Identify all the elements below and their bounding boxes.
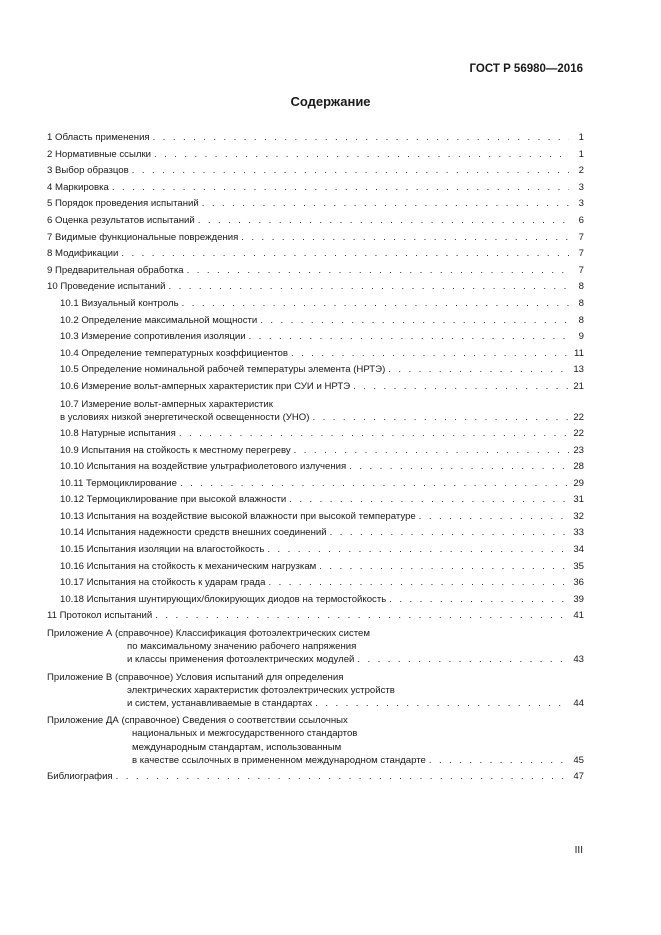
toc-page-number: 34 <box>573 544 584 556</box>
table-of-contents <box>47 130 584 786</box>
toc-page-number: 22 <box>573 427 584 439</box>
toc-page-number: 22 <box>573 411 584 423</box>
toc-entry-text-line: Приложение ДА (справочное) Сведения о соответствии ссылочных <box>47 715 348 727</box>
toc-page-number: 41 <box>573 610 584 622</box>
toc-entry-10-3[interactable] <box>47 329 584 346</box>
toc-page-number: 31 <box>573 494 584 506</box>
toc-page-number: 47 <box>573 771 584 783</box>
toc-entry-10-1[interactable] <box>47 296 584 313</box>
toc-entry-10-7[interactable] <box>47 396 584 426</box>
toc-entry-text: 10.16 Испытания на стойкость к механическим нагрузкам <box>60 560 317 572</box>
toc-entry-10-18[interactable] <box>47 592 584 609</box>
toc-bibliography[interactable] <box>47 769 584 786</box>
toc-page-number: 7 <box>578 248 584 260</box>
toc-entry-10-17[interactable] <box>47 575 584 592</box>
toc-entry-11[interactable] <box>47 608 584 625</box>
toc-entry-text: Библиография <box>47 771 113 783</box>
toc-page-number: 7 <box>578 264 584 276</box>
toc-entry-text: 10.9 Испытания на стойкость к местному перегреву <box>60 444 291 456</box>
toc-page-number: 3 <box>578 181 584 193</box>
toc-entry-text: 2 Нормативные ссылки <box>47 148 152 160</box>
toc-entry-10-11[interactable] <box>47 476 584 493</box>
toc-page-number: 1 <box>578 132 584 143</box>
toc-entry-10-15[interactable] <box>47 542 584 559</box>
toc-appendix-b[interactable] <box>47 669 584 713</box>
toc-appendix-da[interactable] <box>47 712 584 769</box>
toc-entry-text: 10.11 Термоциклирование <box>60 477 177 489</box>
toc-entry-10-12[interactable] <box>47 492 584 509</box>
page-number: III <box>574 845 583 856</box>
toc-page-number: 1 <box>578 148 584 160</box>
toc-entry-text: в качестве ссылочных в примененном международном стандарте <box>132 754 426 766</box>
toc-entry-text-line: по максимальному значению рабочего напряжения <box>127 641 357 653</box>
toc-page-number: 28 <box>573 461 584 473</box>
toc-entry-4[interactable] <box>47 180 584 197</box>
toc-appendix-a[interactable] <box>47 625 584 669</box>
toc-entry-10-16[interactable] <box>47 559 584 576</box>
toc-entry-9[interactable] <box>47 263 584 280</box>
toc-entry-text-line: Приложение А (справочное) Классификация фотоэлектрических систем <box>47 628 370 640</box>
toc-page-number: 2 <box>578 165 584 177</box>
toc-entry-text-line: национальных и межгосударственного стандартов <box>132 728 358 740</box>
toc-entry-text: 5 Порядок проведения испытаний <box>47 198 199 210</box>
toc-entry-6[interactable] <box>47 213 584 230</box>
toc-entry-10-6[interactable] <box>47 379 584 396</box>
toc-entry-10-8[interactable] <box>47 426 584 443</box>
toc-entry-text: 10.8 Натурные испытания <box>60 427 176 439</box>
toc-page-number: 7 <box>578 231 584 243</box>
toc-page-number: 8 <box>578 281 584 293</box>
toc-entry-text: 10.12 Термоциклирование при высокой влажности <box>60 494 287 506</box>
toc-entry-text: 1 Область применения <box>47 132 150 143</box>
toc-entry-text: 10.2 Определение максимальной мощности <box>60 314 258 326</box>
toc-entry-text: 9 Предварительная обработка <box>47 264 184 276</box>
toc-entry-text: 10 Проведение испытаний <box>47 281 166 293</box>
toc-entry-text: 7 Видимые функциональные повреждения <box>47 231 239 243</box>
toc-entry-10-4[interactable] <box>47 346 584 363</box>
toc-entry-10-14[interactable] <box>47 525 584 542</box>
toc-entry-10-9[interactable] <box>47 443 584 460</box>
toc-entry-10[interactable] <box>47 279 584 296</box>
toc-page-number: 21 <box>573 380 584 392</box>
toc-page-number: 23 <box>573 444 584 456</box>
toc-entry-text: 10.14 Испытания надежности средств внешних соединений <box>60 527 327 539</box>
toc-entry-text: 10.18 Испытания шунтирующих/блокирующих диодов на термостойкость <box>60 593 387 605</box>
toc-page-number: 44 <box>573 698 584 710</box>
toc-entry-text: 6 Оценка результатов испытаний <box>47 214 195 226</box>
toc-entry-text: 4 Маркировка <box>47 181 109 193</box>
toc-entry-text: 10.6 Измерение вольт-амперных характеристик при СУИ и НРТЭ <box>60 380 351 392</box>
toc-page-number: 6 <box>578 214 584 226</box>
toc-entry-10-2[interactable] <box>47 313 584 330</box>
toc-entry-10-5[interactable] <box>47 362 584 379</box>
toc-entry-text-line: Приложение В (справочное) Условия испытаний для определения <box>47 671 344 683</box>
toc-page-number: 35 <box>573 560 584 572</box>
document-number: ГОСТ Р 56980—2016 <box>469 63 583 75</box>
toc-page-number: 45 <box>573 754 584 766</box>
toc-entry-text: и систем, устанавливаемые в стандартах <box>127 698 313 710</box>
toc-entry-8[interactable] <box>47 246 584 263</box>
toc-entry-text: 10.3 Измерение сопротивления изоляции <box>60 331 246 343</box>
toc-page-number: 29 <box>573 477 584 489</box>
toc-entry-text: в условиях низкой энергетической освещенности (УНО) <box>60 411 310 423</box>
toc-page-number: 13 <box>573 364 584 376</box>
toc-page-number: 33 <box>573 527 584 539</box>
toc-entry-text: 10.4 Определение температурных коэффициентов <box>60 347 288 359</box>
toc-page-number: 3 <box>578 198 584 210</box>
toc-page-number: 9 <box>578 331 584 343</box>
toc-entry-text-line: международным стандартам, использованным <box>132 741 342 753</box>
toc-entry-text-line: электрических характеристик фотоэлектрических устройств <box>127 684 395 696</box>
toc-page-number: 8 <box>578 297 584 309</box>
toc-page-number: 8 <box>578 314 584 326</box>
toc-entry-text: и классы применения фотоэлектрических модулей <box>127 654 355 666</box>
toc-entry-text: 8 Модификации <box>47 248 119 260</box>
toc-entry-text: 10.13 Испытания на воздействие высокой влажности при высокой температуре <box>60 510 416 522</box>
toc-entry-10-13[interactable] <box>47 509 584 526</box>
toc-entry-text: 3 Выбор образцов <box>47 165 129 177</box>
toc-entry-text: 10.15 Испытания изоляции на влагостойкость <box>60 544 265 556</box>
toc-entry-5[interactable] <box>47 196 584 213</box>
toc-entry-text: 10.10 Испытания на воздействие ультрафиолетового излучения <box>60 461 347 473</box>
toc-page-number: 39 <box>573 593 584 605</box>
toc-page-number: 43 <box>573 654 584 666</box>
toc-entry-text: 10.17 Испытания на стойкость к ударам града <box>60 577 266 589</box>
toc-page-number: 36 <box>573 577 584 589</box>
toc-page-number: 32 <box>573 510 584 522</box>
toc-entry-text: 10.5 Определение номинальной рабочей температуры элемента (НРТЭ) <box>60 364 386 376</box>
toc-entry-2[interactable] <box>47 147 584 164</box>
toc-entry-10-10[interactable] <box>47 459 584 476</box>
toc-entry-text-line: 10.7 Измерение вольт-амперных характеристик <box>60 398 273 410</box>
page-title: Содержание <box>290 94 371 109</box>
toc-entry-text: 11 Протокол испытаний <box>47 610 153 622</box>
toc-entry-3[interactable] <box>47 163 584 180</box>
toc-entry-7[interactable] <box>47 230 584 247</box>
toc-entry-text: 10.1 Визуальный контроль <box>60 297 179 309</box>
toc-entry-1[interactable] <box>47 130 584 147</box>
toc-page-number: 11 <box>574 347 584 359</box>
